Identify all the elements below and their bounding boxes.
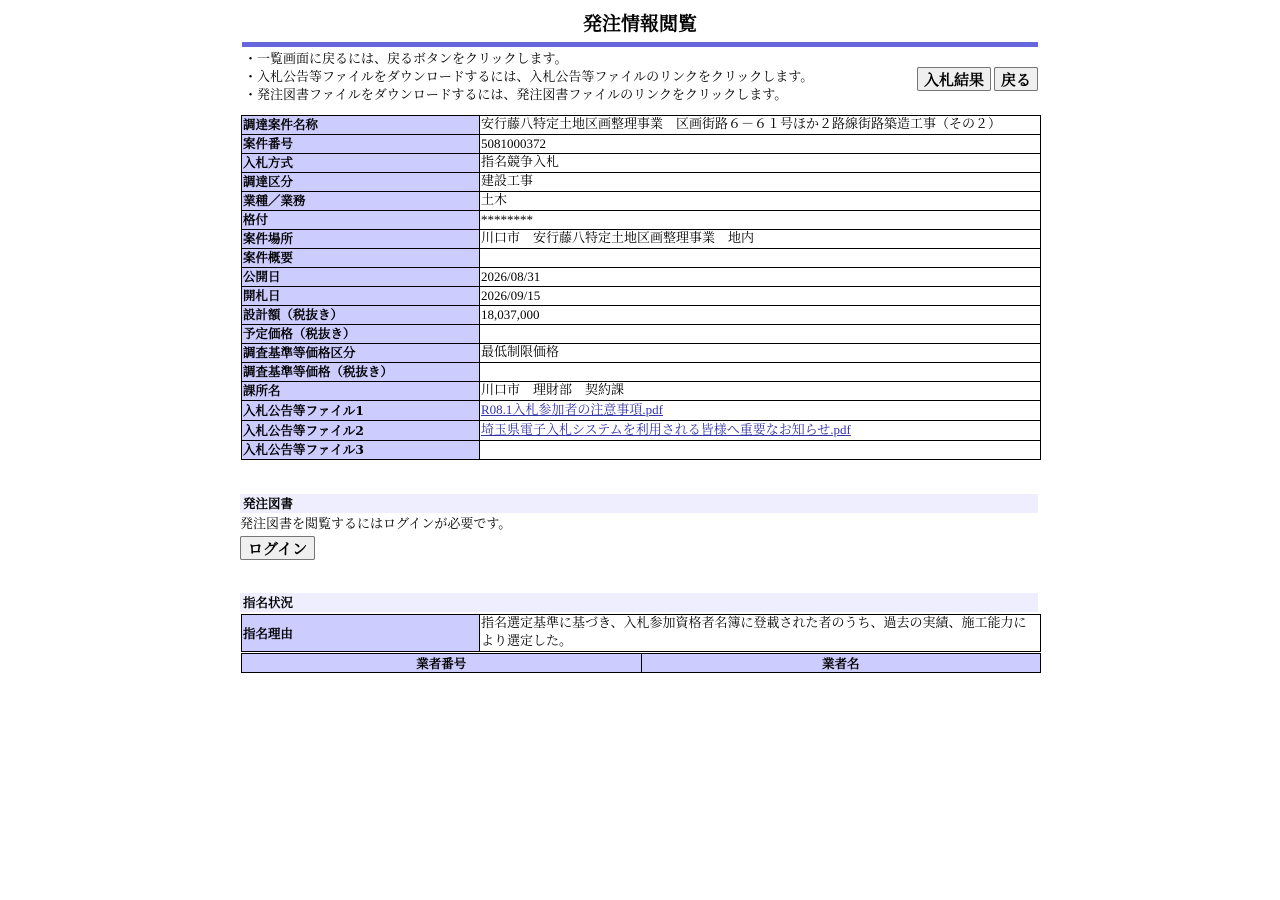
table-row	[242, 116, 1041, 135]
instruction-list	[244, 51, 813, 105]
field-label: 調達案件名称	[242, 116, 480, 135]
table-row	[242, 249, 1041, 268]
table-row	[242, 401, 1041, 421]
instruction-line: ・発注図書ファイルをダウンロードするには、発注図書ファイルのリンクをクリックします。	[244, 88, 788, 103]
table-row	[242, 173, 1041, 192]
file1-link[interactable]: R08.1入札参加者の注意事項.pdf	[481, 402, 664, 417]
table-row	[242, 287, 1041, 306]
field-label: 入札公告等ファイル3	[242, 441, 480, 460]
vendor-table	[241, 653, 1041, 673]
instruction-line: ・一覧画面に戻るには、戻るボタンをクリックします。	[244, 52, 568, 67]
field-label: 指名理由	[242, 615, 480, 652]
design-amount-value: 18,037,000	[480, 306, 1041, 325]
table-row	[242, 135, 1041, 154]
nomination-table	[241, 614, 1041, 652]
project-name-value: 安行藤八特定土地区画整理事業 区画街路６－６１号ほか２路線街路築造工事（その２）	[480, 116, 1041, 135]
table-row	[242, 154, 1041, 173]
field-label: 調査基準等価格区分	[242, 344, 480, 363]
field-label: 入札公告等ファイル1	[242, 401, 480, 421]
order-docs-heading: 発注図書	[240, 494, 1038, 513]
business-value: 土木	[480, 192, 1041, 211]
field-label: 課所名	[242, 382, 480, 401]
department-value: 川口市 理財部 契約課	[480, 382, 1041, 401]
field-label: 調達区分	[242, 173, 480, 192]
nomination-heading: 指名状況	[240, 593, 1038, 612]
bid-results-button[interactable]: 入札結果	[917, 67, 991, 91]
field-label: 予定価格（税抜き）	[242, 325, 480, 344]
nomination-reason-value: 指名選定基準に基づき、入札参加資格者名簿に登載された者のうち、過去の実績、施工能力により選定した。	[480, 615, 1041, 652]
field-label: 公開日	[242, 268, 480, 287]
column-header-vendor-name: 業者名	[641, 654, 1041, 673]
field-label: 案件番号	[242, 135, 480, 154]
table-row	[242, 421, 1041, 441]
field-label: 格付	[242, 211, 480, 230]
page-container	[240, 0, 1040, 673]
location-value: 川口市 安行藤八特定土地区画整理事業 地内	[480, 230, 1041, 249]
survey-price-value	[480, 363, 1041, 382]
rank-value: ********	[480, 211, 1041, 230]
table-row	[242, 192, 1041, 211]
opening-date-value: 2026/09/15	[480, 287, 1041, 306]
publish-date-value: 2026/08/31	[480, 268, 1041, 287]
field-label: 設計額（税抜き）	[242, 306, 480, 325]
field-label: 案件概要	[242, 249, 480, 268]
field-label: 開札日	[242, 287, 480, 306]
back-button[interactable]: 戻る	[994, 67, 1038, 91]
table-row	[242, 230, 1041, 249]
category-value: 建設工事	[480, 173, 1041, 192]
survey-type-value: 最低制限価格	[480, 344, 1041, 363]
field-label: 業種／業務	[242, 192, 480, 211]
planned-price-value	[480, 325, 1041, 344]
table-row	[242, 268, 1041, 287]
bid-method-value: 指名競争入札	[480, 154, 1041, 173]
table-row	[242, 382, 1041, 401]
login-button[interactable]: ログイン	[240, 536, 315, 560]
column-header-vendor-number: 業者番号	[242, 654, 642, 673]
action-buttons	[917, 67, 1038, 91]
instruction-area	[240, 47, 1040, 115]
case-number-value: 5081000372	[480, 135, 1041, 154]
table-row	[242, 615, 1041, 652]
table-row	[242, 306, 1041, 325]
table-header-row	[242, 654, 1041, 673]
field-label: 入札公告等ファイル2	[242, 421, 480, 441]
field-label: 案件場所	[242, 230, 480, 249]
field-label: 調査基準等価格（税抜き）	[242, 363, 480, 382]
instruction-line: ・入札公告等ファイルをダウンロードするには、入札公告等ファイルのリンクをクリックします。	[244, 70, 814, 85]
login-required-note: 発注図書を閲覧するにはログインが必要です。	[240, 517, 512, 532]
table-row	[242, 441, 1041, 460]
table-row	[242, 363, 1041, 382]
order-info-table	[241, 115, 1041, 460]
file1-cell	[480, 401, 1041, 421]
field-label: 入札方式	[242, 154, 480, 173]
table-row	[242, 325, 1041, 344]
page-title: 発注情報閲覧	[582, 13, 697, 35]
summary-value	[480, 249, 1041, 268]
file3-value	[480, 441, 1041, 460]
file2-cell	[480, 421, 1041, 441]
table-row	[242, 211, 1041, 230]
file2-link[interactable]: 埼玉県電子入札システムを利用される皆様へ重要なお知らせ.pdf	[481, 422, 851, 437]
table-row	[242, 344, 1041, 363]
